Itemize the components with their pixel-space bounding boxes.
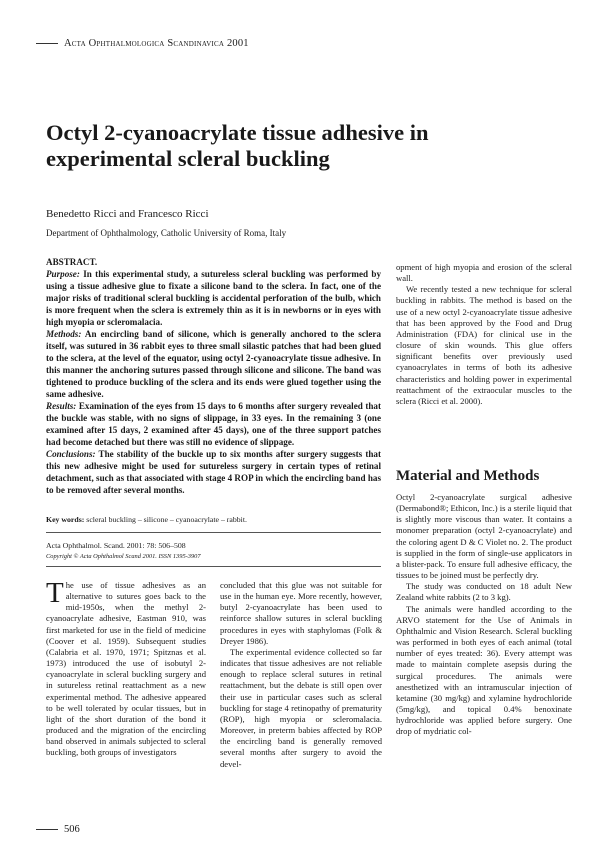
body-column-1 bbox=[46, 577, 206, 759]
abstract-heading: ABSTRACT. bbox=[46, 257, 98, 267]
body-column-3-bottom bbox=[396, 492, 572, 737]
body-column-2 bbox=[220, 580, 382, 770]
abstract bbox=[46, 256, 381, 496]
footer-rule bbox=[36, 829, 58, 830]
journal-year: 2001 bbox=[226, 38, 249, 49]
keywords bbox=[46, 514, 381, 525]
body-paragraph: We recently tested a new technique for scleral buckling in rabbits. The method is based on the use of a new octyl 2-cyanoacrylate tissue adhesive that has been approved by the Food and Drug Administration (FDA) for clinical use in the closure of skin wounds. This glue offers significant benefits over previously used cyanoacrylates in terms of both its adhesive characteristics and holding power in experimental reattachment of the extraocular muscles to the sclera (Ricci et al. 2000). bbox=[396, 284, 572, 406]
divider bbox=[46, 532, 381, 533]
body-paragraph: opment of high myopia and erosion of the scleral wall. bbox=[396, 262, 572, 284]
results-text: Examination of the eyes from 15 days to 6 months after surgery revealed that the buckle was stable, with no signs of slippage, in 33 eyes. In the remaining 3 (one examined after 15 days, 2 examined after 45 days), one of the three support patches had become detached but there was still no evidence of slippage. bbox=[46, 401, 381, 447]
affiliation: Department of Ophthalmology, Catholic University of Roma, Italy bbox=[46, 228, 287, 238]
body-column-3-top bbox=[396, 262, 572, 407]
body-paragraph: The animals were handled according to the ARVO statement for the Use of Animals in Ophthalmic and Vision Research. Scleral buckling was performed in both eyes of each animal (total number of eyes treated: 36). Every attempt was made to maintain complete asepsis during the surgical procedures. The animals were anesthetized with an intramuscular injection of ketamine (30 mg/kg) and xylamine hydrochloride (5mg/kg), and topical 0.4% benoxinate hydrochloride was applied before surgery. One drop of mydriatic col- bbox=[396, 603, 572, 737]
purpose-label: Purpose: bbox=[46, 269, 80, 279]
abstract-results bbox=[46, 400, 381, 448]
drop-cap: T bbox=[46, 577, 64, 609]
keywords-text: scleral buckling – silicone – cyanoacrylate – rabbit. bbox=[86, 515, 247, 524]
abstract-methods bbox=[46, 328, 381, 400]
body-paragraph: The study was conducted on 18 adult New Zealand white rabbits (2 to 3 kg). bbox=[396, 581, 572, 603]
page-number: 506 bbox=[64, 824, 80, 835]
methods-label: Methods: bbox=[46, 329, 82, 339]
purpose-text: In this experimental study, a sutureless scleral buckling was performed by using a tissue adhesive glue to fixate a silicone band to the sclera. In fact, one of the major risks of traditional scleral buckling is accidental perforation of the bulb, which is more frequent when the sclera is extremely thin as it is in newborns or in eyes with high myopia or scleromalacia. bbox=[46, 269, 381, 327]
conclusions-text: The stability of the buckle up to six months after surgery suggests that this new adhesive might be used for sutureless surgery in certain types of retinal detachment, such as that associated with stage 4 ROP in which the encircling band has to be removed after several months. bbox=[46, 449, 382, 495]
body-paragraph: Octyl 2-cyanoacrylate surgical adhesive (Dermabond®; Ethicon, Inc.) is a sterile liquid that is slightly more viscous than water. It contains a monomer preparation (octyl 2-cyanoacrylate) and the coloring agent D & C Violet no. 2. The product is supplied in the form of single-use applicators in a blister-pack. To ensure full adhesive efficacy, the tissues to be joined must be perfectly dry. bbox=[396, 492, 572, 581]
results-label: Results: bbox=[46, 401, 77, 411]
copyright: Copyright © Acta Ophthalmol Scand 2001. ISSN 1395-3907 bbox=[46, 553, 201, 560]
abstract-conclusions bbox=[46, 448, 381, 496]
conclusions-label: Conclusions: bbox=[46, 449, 96, 459]
section-heading: Material and Methods bbox=[396, 468, 540, 484]
paragraph-text: he use of tissue adhesives as an alternative to sutures goes back to the mid-1950s, when the methyl 2-cyanoacrylate adhesive, Eastman 910, was first marketed for use in the field of medicine (Coover et al. 1959). Subsequent studies (Calabria et al. 1970, 1971; Spitznas et al. 1973) introduced the use of isobutyl 2-cyanoacrylate in scleral buckling surgery and in sutureless retinal reattachment as a new experimental method. The adhesive appeared to be well tolerated by ocular tissues, but in light of the short duration of the bond it produced and the migration of the encircling band observed in animals subjected to scleral buckling, both groups of investigators bbox=[46, 580, 206, 758]
divider bbox=[46, 566, 381, 567]
body-paragraph bbox=[46, 577, 206, 759]
body-paragraph: The experimental evidence collected so far indicates that tissue adhesives are not reliable enough to replace scleral sutures in retinal reattachment, but the debate is still open over their use in particular cases such as scleral buckling for stage 4 retinopathy of prematurity (ROP), high myopia or scleromalacia. Moreover, in preterm babies affected by ROP the encircling band is generally removed several months after surgery to avoid the devel- bbox=[220, 646, 382, 769]
abstract-purpose bbox=[46, 268, 381, 328]
authors: Benedetto Ricci and Francesco Ricci bbox=[46, 208, 209, 220]
methods-text: An encircling band of silicone, which is generally anchored to the sclera itself, was sutured in 36 rabbit eyes to three small silastic patches that had been glued to the sclera, at the level of the equator, using octyl 2-cyanoacrylate tissue adhesive. In this manner the anchoring sutures passed through silicone and silicone. The band was tightened to produce buckling of the sclera and its ends were glued together using the same adhesive. bbox=[46, 329, 381, 399]
running-head bbox=[36, 38, 566, 49]
article-title: Octyl 2-cyanoacrylate tissue adhesive in experimental scleral buckling bbox=[46, 120, 429, 171]
running-head-rule bbox=[36, 43, 58, 44]
journal-name: Acta Ophthalmologica Scandinavica bbox=[64, 38, 225, 49]
keywords-label: Key words: bbox=[46, 515, 85, 524]
body-paragraph: concluded that this glue was not suitable for use in the human eye. More recently, however, butyl 2-cyanoacrylate has been used to reinforce shallow sutures in scleral buckling procedures in eyes with staphylomas (Folk & Dreyer 1986). bbox=[220, 580, 382, 646]
page-footer bbox=[36, 824, 80, 835]
citation: Acta Ophthalmol. Scand. 2001: 78: 506–508 bbox=[46, 541, 186, 550]
